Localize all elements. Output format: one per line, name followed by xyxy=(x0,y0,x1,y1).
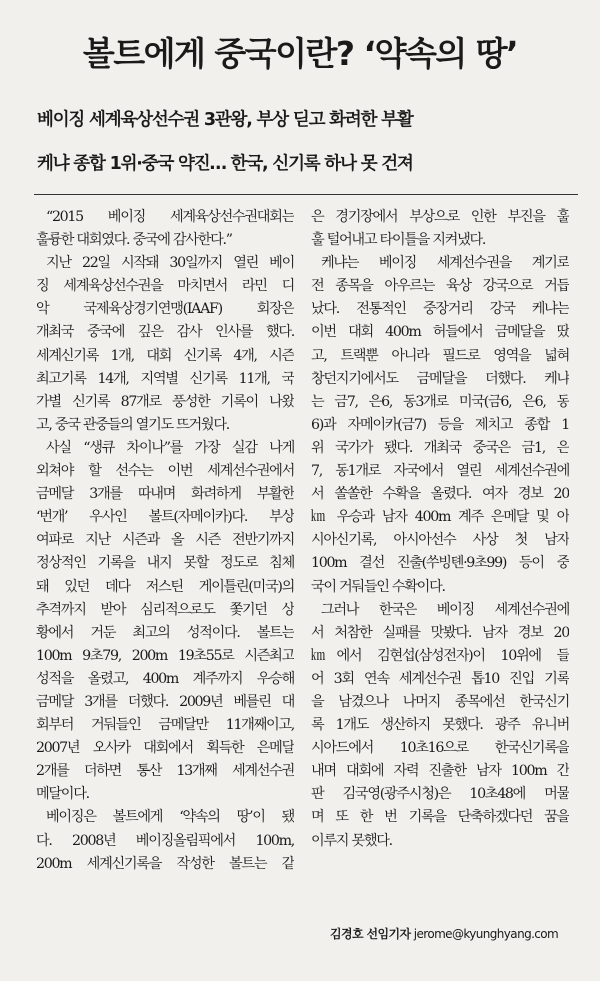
text-line: 사실 “생큐 차이나”를 가장 실감 나게 xyxy=(46,439,294,456)
text-line: 케냐는 베이징 세계선수권을 계기로 xyxy=(321,255,569,272)
headline: 볼트에게 중국이란? ‘약속의 땅’ xyxy=(82,34,518,73)
text-line: 성적을 올렸고, 400m 계주까지 우승해 xyxy=(36,670,294,687)
text-line: 록 1개도 생산하지 못했다. 광주 유니버 xyxy=(311,717,569,734)
text-line: 은 경기장에서 부상으로 인한 부진을 훌 xyxy=(311,209,569,225)
text-line: 2개를 더하면 통산 13개째 세계선수권 xyxy=(36,763,294,780)
text-line: 시아드에서 10초16으로 한국신기록을 xyxy=(311,740,569,757)
text-line: 창던지기에서도 금메달을 더했다. 케냐 xyxy=(311,370,569,387)
text-line: 2007년 오사카 대회에서 획득한 은메달 xyxy=(36,740,294,757)
subheadline-1: 베이징 세계육상선수권 3관왕, 부상 딛고 화려한 부활 xyxy=(37,110,413,130)
article-column-right xyxy=(311,206,569,853)
text-line: 며 또 한 번 기록을 단축하겠다던 꿈을 xyxy=(311,809,569,826)
text-line: 황에서 거둔 최고의 성적이다. 볼트는 xyxy=(36,624,294,641)
text-line: 고, 중국 관중들의 열기도 뜨거웠다. xyxy=(36,416,229,433)
text-line: 베이징은 볼트에게 ‘약속의 땅’이 됐 xyxy=(46,809,294,826)
text-line: 100m 9초79, 200m 19초55로 시즌최고 xyxy=(36,647,294,664)
text-line: 는 금7, 은6, 동3개로 미국(금6, 은6, 동 xyxy=(311,393,569,410)
text-line: 추격까지 받아 심리적으로도 쫓기던 상 xyxy=(36,601,294,618)
text-line: 을 남겼으나 나머지 종목에선 한국신기 xyxy=(311,693,569,710)
article-column-left xyxy=(36,206,294,876)
text-line: 판 김국영(광주시청)은 10초48에 머물 xyxy=(311,786,569,803)
text-line: 고, 트랙뿐 아니라 필드로 영역을 넓혀 xyxy=(311,347,569,364)
text-line: 여파로 지난 시즌과 올 시즌 전반기까지 xyxy=(36,532,294,549)
text-line: 세계신기록 1개, 대회 신기록 4개, 시즌 xyxy=(36,347,294,364)
text-line: 그러나 한국은 베이징 세계선수권에 xyxy=(321,601,569,618)
text-line: 서 처참한 실패를 맛봤다. 남자 경보 20 xyxy=(311,624,569,641)
text-line: 200m 세계신기록을 작성한 볼트는 같 xyxy=(36,855,294,872)
text-line: 6)과 자메이카(금7) 등을 제치고 종합 1 xyxy=(311,416,569,433)
text-line: 전 종목을 아우르는 육상 강국으로 거듭 xyxy=(311,278,569,295)
text-line: 외쳐야 할 선수는 이번 세계선수권에서 xyxy=(36,463,294,480)
text-line: 징 세계육상선수권을 마치면서 라민 디 xyxy=(36,278,294,295)
byline-email: jerome@kyunghyang.com xyxy=(413,927,559,941)
text-line: 금메달 3개를 따내며 화려하게 부활한 xyxy=(36,486,294,503)
text-line: ㎞에서 김현섭(삼성전자)이 10위에 들 xyxy=(311,647,569,664)
text-line: 7, 동1개로 자국에서 열린 세계선수권에 xyxy=(311,463,569,480)
text-line: 국이 거둬들인 수확이다. xyxy=(311,578,445,595)
text-line: 개최국 중국에 깊은 감사 인사를 했다. xyxy=(36,324,294,341)
text-line: 지난 22일 시작돼 30일까지 열린 베이 xyxy=(46,255,294,272)
text-line: 정상적인 기록을 내지 못할 정도로 침체 xyxy=(36,555,294,572)
text-line: 시아신기록, 아시아선수 사상 첫 남자 xyxy=(311,532,569,549)
text-line: 금메달 3개를 더했다. 2009년 베를린 대 xyxy=(36,693,294,710)
byline-name: 김경호 선임기자 xyxy=(330,927,411,941)
text-line: ‘번개’ 우사인 볼트(자메이카)다. 부상 xyxy=(36,509,294,526)
text-line: 이번 대회 400m 허들에서 금메달을 땄 xyxy=(311,324,569,341)
text-line: 위 국가가 됐다. 개최국 중국은 금1, 은 xyxy=(311,439,569,456)
text-line: 메달이다. xyxy=(36,786,89,803)
text-line: 어 3회 연속 세계선수권 톱10 진입 기록 xyxy=(311,670,569,687)
text-line: 최고기록 14개, 지역별 신기록 11개, 국 xyxy=(36,370,294,387)
text-line: 훌륭한 대회였다. 중국에 감사한다.” xyxy=(36,232,232,249)
subheadline-2: 케냐 종합 1위·중국 약진… 한국, 신기록 하나 못 건져 xyxy=(37,154,413,174)
text-line: 돼 있던 데다 저스틴 게이틀린(미국)의 xyxy=(36,578,294,595)
text-line: 났다. 전통적인 중장거리 강국 케냐는 xyxy=(311,301,569,318)
divider xyxy=(34,194,578,195)
text-line: “2015 베이징 세계육상선수권대회는 xyxy=(46,209,294,225)
text-line: 다. 2008년 베이징올림픽에서 100m, xyxy=(36,832,294,849)
text-line: 서 쏠쏠한 수확을 올렸다. 여자 경보 20 xyxy=(311,486,569,503)
text-line: 이루지 못했다. xyxy=(311,832,392,849)
byline xyxy=(330,925,570,942)
text-line: ㎞ 우승과 남자 400m 계주 은메달 및 아 xyxy=(311,509,569,526)
text-line: 훌 털어내고 타이틀을 지켜냈다. xyxy=(311,232,486,249)
text-line: 내며 대회에 자력 진출한 남자 100m 간 xyxy=(311,763,569,780)
text-line: 100m 결선 진출(쑤빙톈·9초99) 등이 중 xyxy=(311,555,569,572)
text-line: 악 국제육상경기연맹(IAAF) 회장은 xyxy=(36,301,294,318)
text-line: 회부터 거둬들인 금메달만 11개째이고, xyxy=(36,717,294,734)
text-line: 가별 신기록 87개로 풍성한 기록이 나왔 xyxy=(36,393,294,410)
